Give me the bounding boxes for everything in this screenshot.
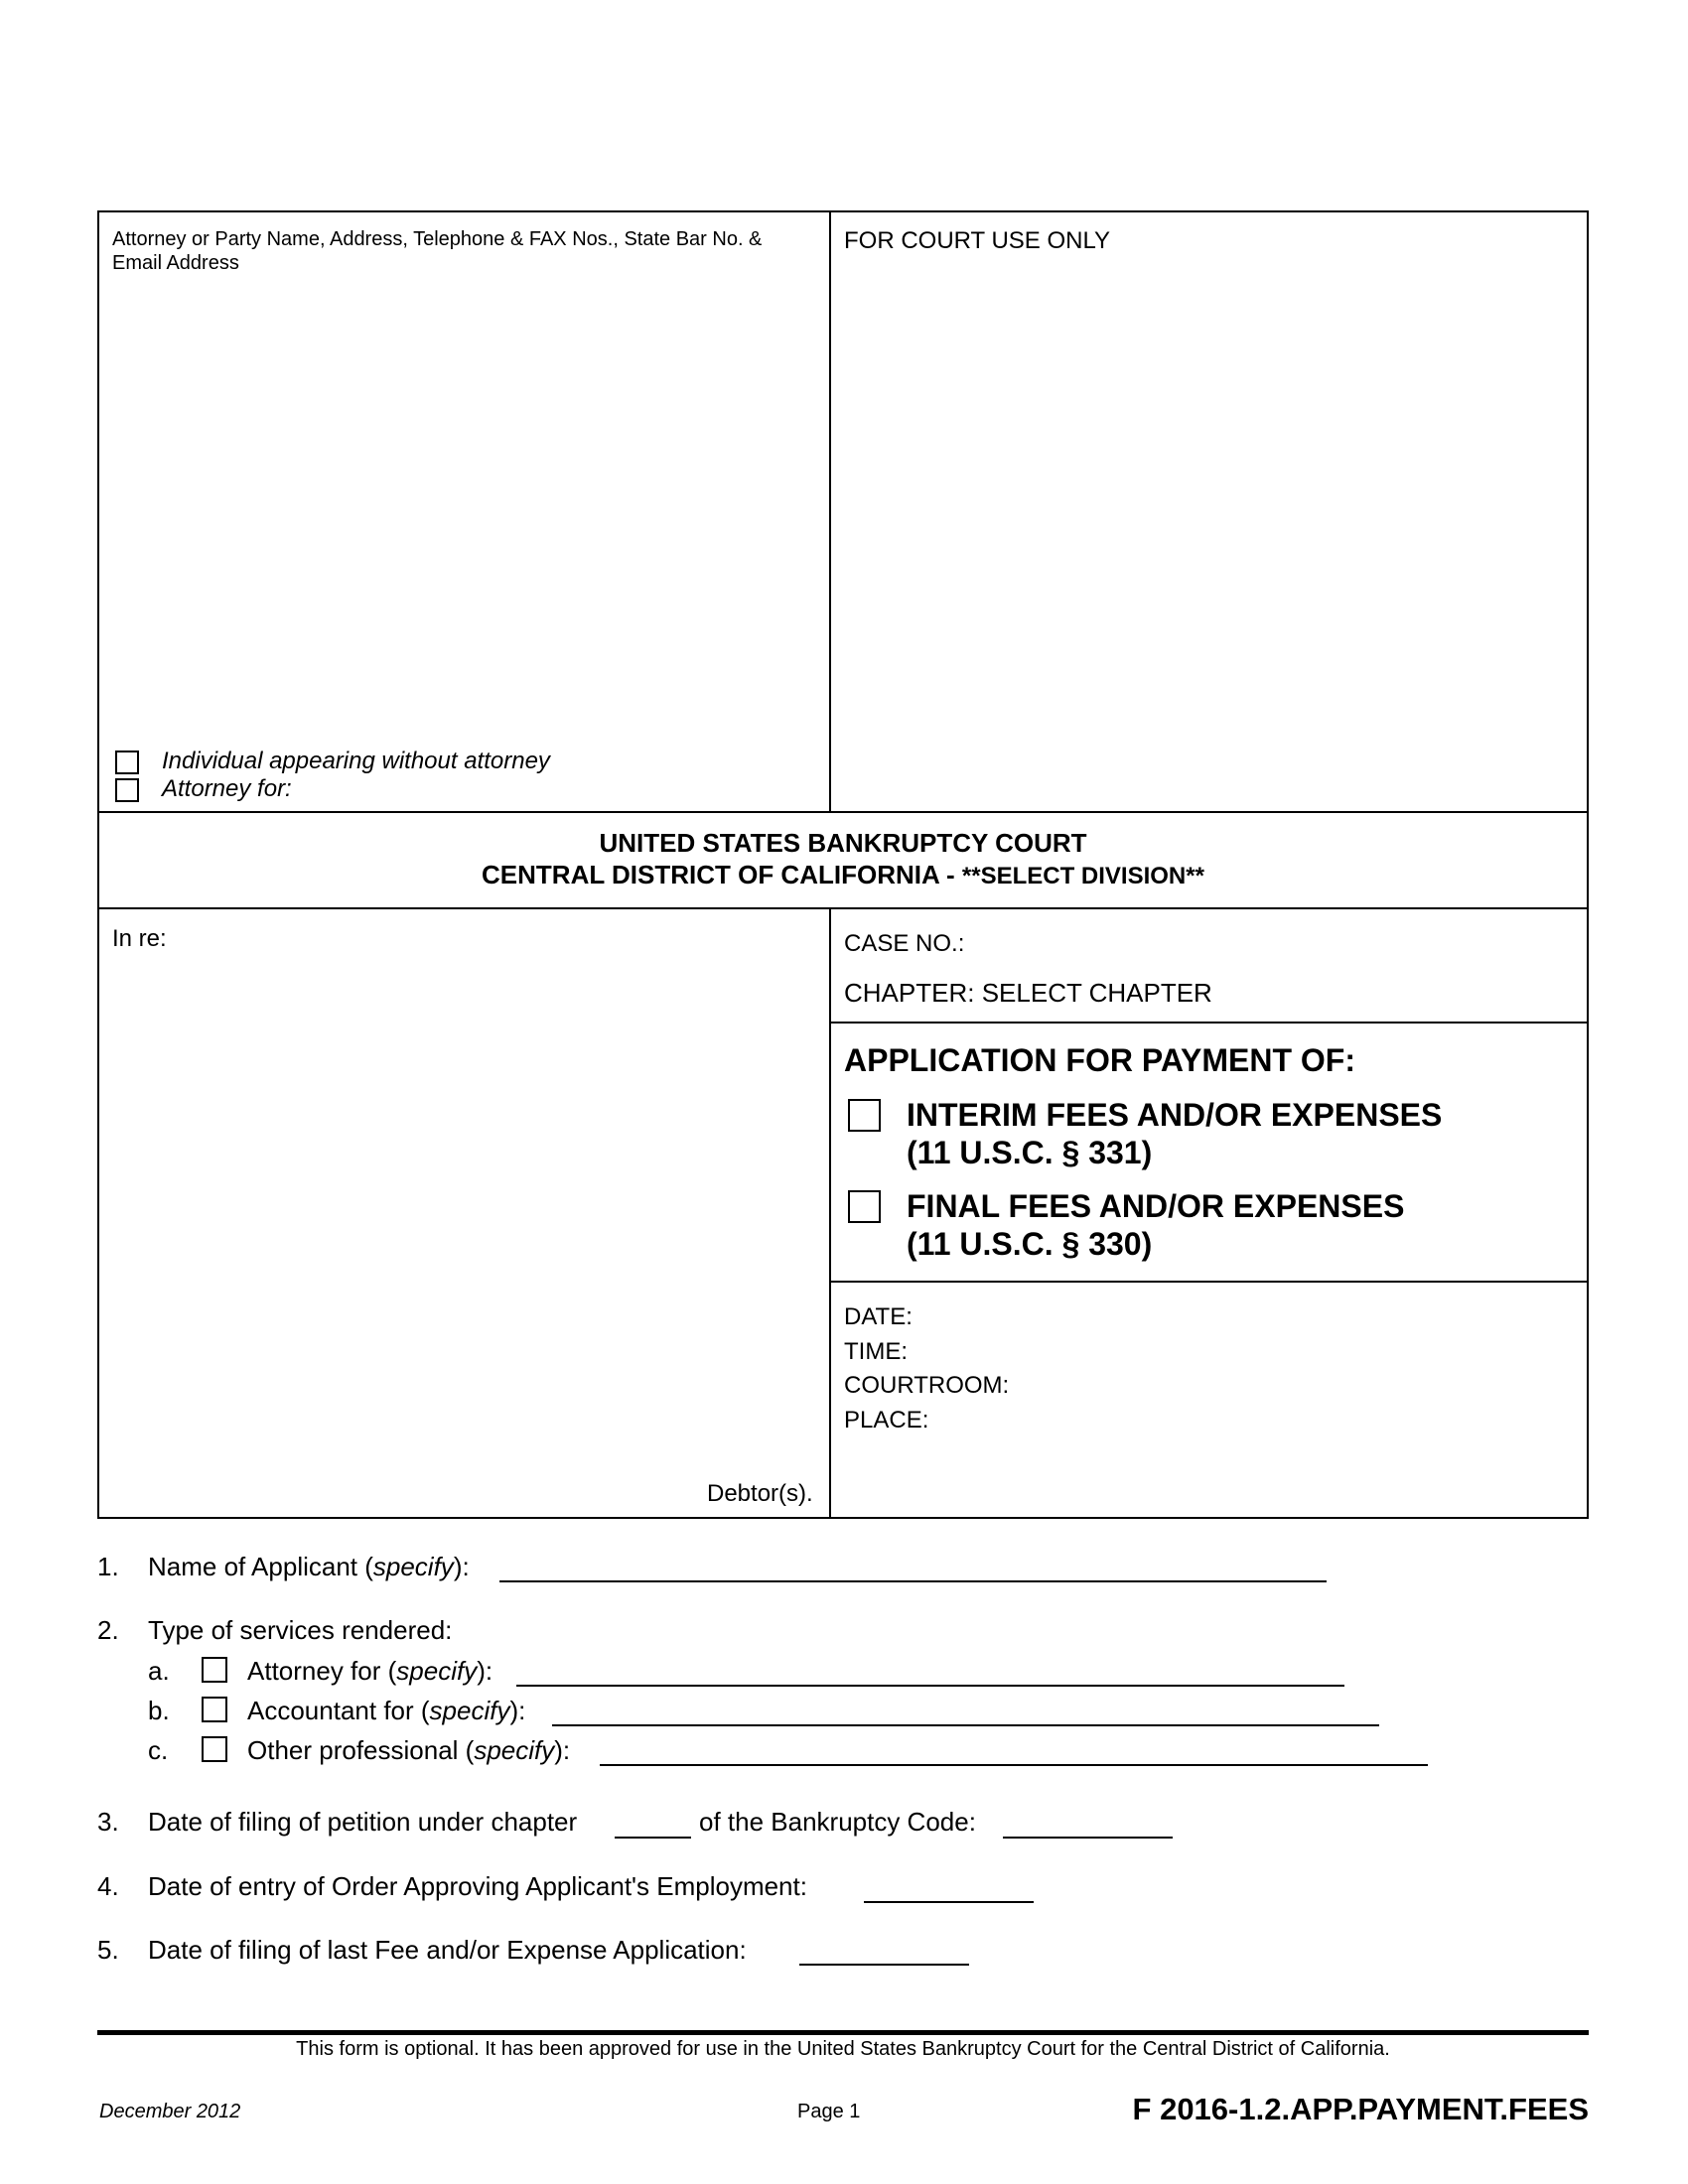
- item-2a-label: Attorney for (specify):: [247, 1656, 493, 1686]
- in-re-label: In re:: [112, 925, 167, 952]
- attorney-for-field[interactable]: [516, 1685, 1344, 1687]
- final-label: FINAL FEES AND/OR EXPENSES (11 U.S.C. § 330): [907, 1188, 1405, 1262]
- caption-divider-top: [829, 210, 831, 813]
- final-checkbox[interactable]: [848, 1190, 881, 1223]
- chapter-select[interactable]: SELECT CHAPTER: [981, 978, 1212, 1008]
- footer-date: December 2012: [99, 2101, 241, 2122]
- footer-form-id: F 2016-1.2.APP.PAYMENT.FEES: [1132, 2092, 1589, 2126]
- attorney-for-checkbox[interactable]: [115, 778, 139, 802]
- court-district-text: CENTRAL DISTRICT OF CALIFORNIA -: [482, 860, 962, 889]
- footer-rule: [97, 2030, 1589, 2035]
- employment-order-date-field[interactable]: [864, 1901, 1034, 1903]
- individual-checkbox[interactable]: [115, 751, 139, 774]
- item-4-number: 4.: [97, 1871, 119, 1901]
- accountant-for-checkbox[interactable]: [202, 1697, 227, 1722]
- interim-checkbox[interactable]: [848, 1099, 881, 1132]
- item-5-label: Date of filing of last Fee and/or Expense Application:: [148, 1935, 747, 1965]
- accountant-for-field[interactable]: [552, 1724, 1379, 1726]
- applicant-name-field[interactable]: [499, 1580, 1327, 1582]
- item-2-label: Type of services rendered:: [148, 1615, 453, 1645]
- chapter-row: [844, 978, 1212, 1009]
- item-3-number: 3.: [97, 1807, 119, 1837]
- hearing-time: TIME:: [844, 1337, 908, 1365]
- attorney-for-service-checkbox[interactable]: [202, 1657, 227, 1683]
- court-use-label: FOR COURT USE ONLY: [844, 227, 1111, 254]
- court-district: [97, 860, 1589, 890]
- last-application-date-field[interactable]: [799, 1964, 969, 1966]
- interim-label: INTERIM FEES AND/OR EXPENSES (11 U.S.C. § 331): [907, 1097, 1443, 1170]
- item-3-label-2: of the Bankruptcy Code:: [699, 1807, 976, 1837]
- item-2b-letter: b.: [148, 1696, 170, 1725]
- caption-rule-1: [97, 811, 1589, 813]
- case-no-label: CASE NO.:: [844, 930, 965, 957]
- item-2-number: 2.: [97, 1615, 119, 1645]
- division-select[interactable]: **SELECT DIVISION**: [961, 863, 1204, 889]
- application-title: APPLICATION FOR PAYMENT OF:: [844, 1042, 1355, 1078]
- item-1-number: 1.: [97, 1552, 119, 1581]
- caption-rule-3: [829, 1022, 1589, 1024]
- individual-label: Individual appearing without attorney: [162, 748, 550, 774]
- attorney-label: Attorney or Party Name, Address, Telephone & FAX Nos., State Bar No. & Email Address: [112, 228, 763, 274]
- item-3-label: Date of filing of petition under chapter: [148, 1807, 578, 1837]
- hearing-info: [844, 1300, 1009, 1437]
- item-2c-letter: c.: [148, 1735, 169, 1765]
- item-1-label: Name of Applicant (specify):: [148, 1552, 470, 1581]
- hearing-courtroom: COURTROOM:: [844, 1372, 1010, 1399]
- court-name: UNITED STATES BANKRUPTCY COURT: [599, 828, 1087, 858]
- item-5-number: 5.: [97, 1935, 119, 1965]
- hearing-place: PLACE:: [844, 1406, 929, 1433]
- footer-page-number: Page 1: [797, 2101, 861, 2122]
- other-professional-field[interactable]: [600, 1764, 1428, 1766]
- debtors-label: Debtor(s).: [707, 1480, 813, 1507]
- caption-rule-4: [829, 1281, 1589, 1283]
- item-2b-label: Accountant for (specify):: [247, 1696, 526, 1725]
- item-2c-label: Other professional (specify):: [247, 1735, 571, 1765]
- chapter-label: CHAPTER:: [844, 978, 975, 1008]
- item-4-label: Date of entry of Order Approving Applicant's Employment:: [148, 1871, 807, 1901]
- caption-divider-bottom: [829, 907, 831, 1519]
- item-2a-letter: a.: [148, 1656, 170, 1686]
- hearing-date: DATE:: [844, 1303, 913, 1330]
- petition-date-field[interactable]: [1003, 1837, 1173, 1839]
- other-professional-checkbox[interactable]: [202, 1736, 227, 1762]
- attorney-for-label: Attorney for:: [162, 775, 292, 802]
- caption-rule-2: [97, 907, 1589, 909]
- petition-chapter-field[interactable]: [615, 1837, 691, 1839]
- footer-notice: This form is optional. It has been approved for use in the United States Bankruptcy Court for the Central District of California.: [296, 2038, 1390, 2060]
